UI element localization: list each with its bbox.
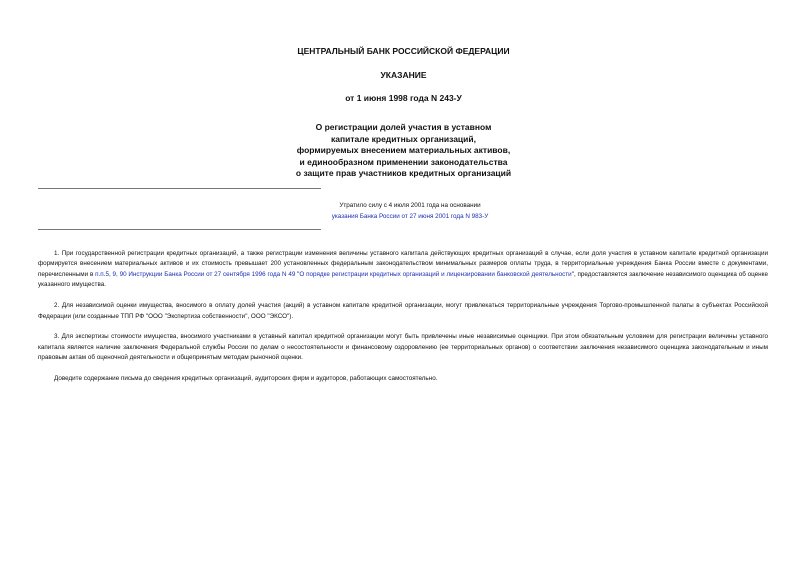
title-line: о защите прав участников кредитных организаций — [295, 168, 512, 178]
paragraph-4: Доведите содержание письма до сведения кредитных организаций, аудиторских фирм и аудиторов, работающих самостоятельно. — [54, 375, 438, 383]
title-line: формируемых внесением материальных активов, — [296, 145, 511, 155]
instruction-title-link[interactable]: О порядке регистрации кредитных организаций и лицензировании банковской деятельности — [299, 270, 572, 278]
paragraph-2: 2. Для независимой оценки имущества, вносимого в оплату долей участия (акций) в уставном капитале кредитной организации, могут привлекаться территориальные учреждения Торгово-промышленной палаты в субъектах Российской Федерации (или созданные ТПП РФ "ООО "Экспертиза собственности", ООО "ЭКСО"). — [38, 302, 768, 320]
status-text: Утратило силу с 4 июля 2001 года на основании — [339, 202, 481, 209]
title-line: капитале кредитных организаций, — [331, 133, 476, 144]
paragraph-1 — [38, 249, 768, 291]
paragraph-text: 1. При государственной регистрации кредитных организаций, а также регистрации изменения величины уставного капитала действующих кредитных организаций в случае, если доля участия в уставном капитале кредитной организации формируется внесением материальных активов и их стоимость превышает 200 установленных федеральным законодательством минимальных размеров оплаты труда, в территориальные учреждения Банка России вместе с документами, перечисленными в — [38, 250, 768, 278]
title-line: О регистрации долей участия в уставном — [315, 122, 492, 132]
divider-bottom — [38, 229, 321, 230]
document-date-number: от 1 июня 1998 года N 243-У — [345, 93, 462, 103]
document-title — [0, 122, 807, 180]
document-type: УКАЗАНИЕ — [380, 70, 427, 80]
title-line: и единообразном применении законодательства — [299, 156, 508, 167]
document-body — [38, 249, 768, 395]
paragraph-text: ", предоставляется заключение независимого оценщика об оценке указанного имущества. — [38, 270, 768, 289]
instruction-49-link[interactable]: п.п.5, 9, 90 Инструкции Банка России от 27 сентября 1996 года N 49 — [95, 270, 296, 278]
paragraph-3: 3. Для экспертизы стоимости имущества, вносимого участниками в уставный капитал кредитной организации могут быть привлечены иные независимые оценщики. При этом обязательным условием для регистрации величины уставного капитала является наличие заключения Федеральной службы России по делам о несостоятельности и финансовому оздоровлению (ее территориальных органов) о соответствии заключения независимого оценщика законодательным и иным правовым актам об оценочной деятельности и общепринятым методам рыночной оценки. — [38, 333, 768, 362]
repeal-link[interactable]: указания Банка России от 27 июня 2001 года N 983-У — [331, 212, 489, 220]
quote-mark: " — [297, 270, 300, 278]
divider-top — [38, 188, 321, 189]
issuer-heading: ЦЕНТРАЛЬНЫЙ БАНК РОССИЙСКОЙ ФЕДЕРАЦИИ — [297, 46, 510, 56]
status-note — [300, 201, 520, 222]
